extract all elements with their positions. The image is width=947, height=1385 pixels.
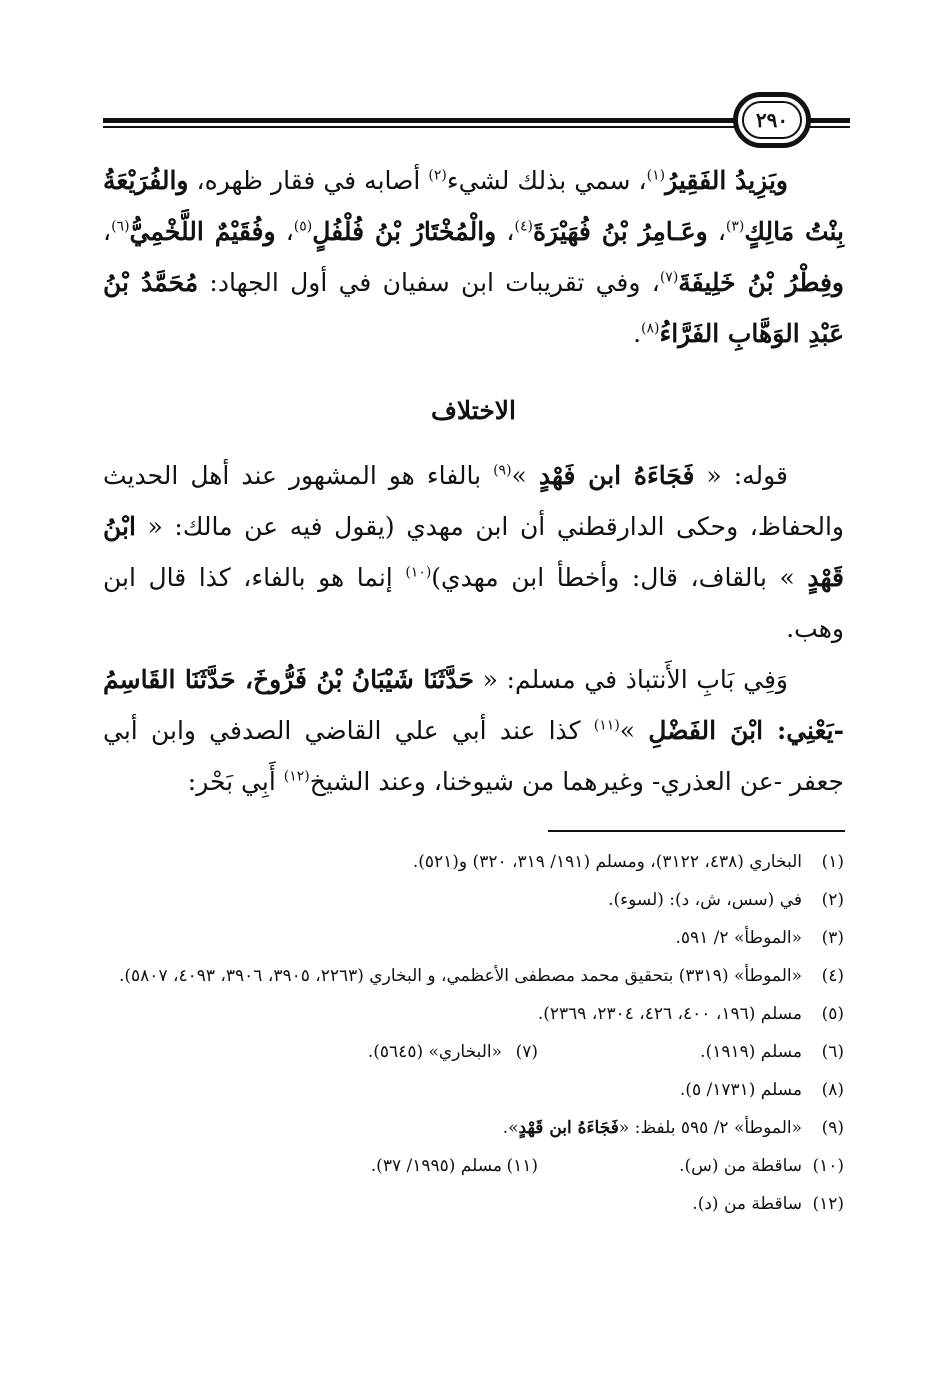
page-number-badge xyxy=(733,92,811,148)
footnote-item xyxy=(110,995,844,1033)
text-run: » xyxy=(511,461,539,490)
footnote-ref[interactable]: (١٠) xyxy=(405,564,432,581)
footnote-item xyxy=(110,1109,844,1147)
text-run: ، xyxy=(707,217,726,246)
footnote-ref[interactable]: (٦) xyxy=(111,218,130,235)
footnote-text-run: «الموطأ» ٢/ ٥٩٥ بلفظ: « xyxy=(618,1118,802,1138)
footnote-number: (٧) xyxy=(515,1042,538,1062)
paragraph-2 xyxy=(103,450,844,654)
text-run: » بالقاف، قال: وأخطأ ابن مهدي) xyxy=(431,563,808,592)
footnote-text: في (سس، ش، د): (لسوء). xyxy=(608,890,802,910)
narrator-name: ويَزِيدُ الفَقِيرُ xyxy=(665,166,788,195)
footnote-text: ساقطة من (س). xyxy=(679,1156,802,1176)
page-number: ٢٩٠ xyxy=(755,108,789,132)
quoted-name: فَجَاءَهُ ابن فَهْدٍ xyxy=(538,461,695,490)
footnote-number: (٣) xyxy=(821,928,844,948)
footnote-text: مسلم (١٧٣١/ ٥). xyxy=(679,1080,802,1100)
section-heading: الاختلاف xyxy=(430,396,517,425)
narrator-name: وعَـامِرُ بْنُ فُهَيْرَةَ xyxy=(532,217,708,246)
footnote-item xyxy=(538,1033,844,1071)
footnote-number: (١) xyxy=(821,852,844,872)
narrator-name: مُحَمَّدُ بْنُ عَبْدِ الوَهَّابِ الفَرَّاءُ xyxy=(103,268,844,348)
footnote-item xyxy=(110,843,844,881)
header-rule xyxy=(103,118,735,123)
paragraph-1 xyxy=(103,155,844,359)
footnote-text: مسلم (١٩٦، ٤٠٠، ٤٢٦، ٢٣٠٤، ٢٣٦٩). xyxy=(537,1004,802,1024)
main-text xyxy=(103,155,844,807)
footnote-text xyxy=(110,1109,802,1147)
footnote-text: مسلم (١٩١٩). xyxy=(700,1042,802,1062)
narrator-name: والفُرَيْعَةُ بِنْتُ مَالِكٍ xyxy=(103,166,845,246)
footnote-ref[interactable]: (٨) xyxy=(641,320,660,337)
text-run: إنما هو بالفاء، كذا قال ابن وهب. xyxy=(103,563,844,643)
footnote-number: (٦) xyxy=(821,1042,844,1062)
footnote-item xyxy=(110,1071,844,1109)
footnote-ref[interactable]: (٢) xyxy=(428,167,447,184)
header-rule-right xyxy=(810,118,850,123)
footnote-item xyxy=(368,1033,538,1071)
text-run: ، سمي بذلك لشيء xyxy=(446,166,647,195)
text-run: ، وفي تقريبات ابن سفيان في أول الجهاد: xyxy=(198,268,660,297)
footnotes xyxy=(110,843,844,1223)
text-run: ، xyxy=(275,217,294,246)
text-run: بالفاء هو المشهور عند أهل الحديث والحفاظ، وحكى الدارقطني أن ابن مهدي (يقول فيه عن مالك: « xyxy=(103,461,844,541)
footnote-number: (٤) xyxy=(821,966,844,986)
footnote-separator xyxy=(548,830,845,832)
quoted-name: فَجَاءَهُ ابن قَهْدٍ xyxy=(518,1118,619,1138)
narrator-name: والْمُخْتَارُ بْنُ فُلْفُلٍ xyxy=(312,217,497,246)
footnote-number: (١٢) xyxy=(812,1194,844,1214)
footnote-number: (١٠) xyxy=(812,1156,844,1176)
footnote-ref[interactable]: (٩) xyxy=(493,462,512,479)
footnote-ref[interactable]: (٤) xyxy=(514,218,533,235)
text-run: أصابه في فقار ظهره، xyxy=(188,166,429,195)
footnote-item xyxy=(371,1147,538,1185)
paragraph-3 xyxy=(103,654,844,807)
text-run: » xyxy=(619,716,649,745)
footnote-ref[interactable]: (١١) xyxy=(593,717,620,734)
footnote-ref[interactable]: (١) xyxy=(646,167,666,184)
footnote-number: (٨) xyxy=(821,1080,844,1100)
text-run: قوله: « xyxy=(694,461,789,490)
text-run: ، xyxy=(103,217,112,246)
narrator-name: وفِطْرُ بْنُ خَلِيفَةَ xyxy=(678,268,844,297)
footnote-number: (١١) xyxy=(506,1156,538,1176)
footnote-item xyxy=(110,919,844,957)
footnote-item xyxy=(110,881,844,919)
text-run: أَبِي بَحْر: xyxy=(187,767,284,796)
quoted-isnad: حَدَّثَنَا شَيْبَانُ بْنُ فَرُّوخَ، حَدَّثَنَا القَاسِمُ -يَعْنِي: ابْنَ الفَضْلِ xyxy=(103,665,844,745)
footnote-text: مسلم (١٩٩٥/ ٣٧). xyxy=(370,1156,502,1176)
footnote-pair xyxy=(110,1147,844,1185)
footnote-text: «الموطأ» (٣٣١٩) بتحقيق محمد مصطفى الأعظمي، و البخاري (٢٢٦٣، ٣٩٠٥، ٣٩٠٦، ٤٠٩٣، ٥٨٠٧). xyxy=(119,966,802,986)
footnote-pair xyxy=(110,1033,844,1071)
footnote-text: ساقطة من (د). xyxy=(692,1194,802,1214)
footnote-item xyxy=(110,1185,844,1223)
footnote-item xyxy=(538,1147,844,1185)
text-run: ، xyxy=(496,217,515,246)
footnote-text: «البخاري» (٥٦٤٥). xyxy=(367,1042,502,1062)
text-run: كذا عند أبي علي القاضي الصدفي وابن أبي جعفر -عن العذري- وغيرهما من شيوخنا، وعند الشيخ xyxy=(103,716,844,796)
footnote-text-run: ». xyxy=(502,1118,519,1138)
footnote-text: «الموطأ» ٢/ ٥٩١. xyxy=(675,928,802,948)
footnote-number: (٩) xyxy=(821,1118,844,1138)
text-run: وَفِي بَابِ الأَنتباذ في مسلم: « xyxy=(473,665,788,694)
header-rule-right-thin xyxy=(810,126,850,128)
footnote-number: (٢) xyxy=(821,890,844,910)
footnote-text: البخاري (٤٣٨، ٣١٢٢)، ومسلم (١٩١/ ٣١٩، ٣٢٠) و(٥٢١). xyxy=(412,852,802,872)
footnote-number: (٥) xyxy=(821,1004,844,1024)
text-run: . xyxy=(633,319,642,348)
header-rule-thin xyxy=(103,126,735,128)
footnote-item xyxy=(110,957,844,995)
footnote-ref[interactable]: (١٢) xyxy=(283,768,310,785)
footnote-ref[interactable]: (٣) xyxy=(725,218,745,235)
footnote-ref[interactable]: (٧) xyxy=(659,269,679,286)
quoted-name: ابْنُ قَهْدٍ xyxy=(103,512,845,592)
footnote-ref[interactable]: (٥) xyxy=(293,218,313,235)
narrator-name: وفُقَيْمٌ اللَّخْمِيُّ xyxy=(129,217,276,246)
